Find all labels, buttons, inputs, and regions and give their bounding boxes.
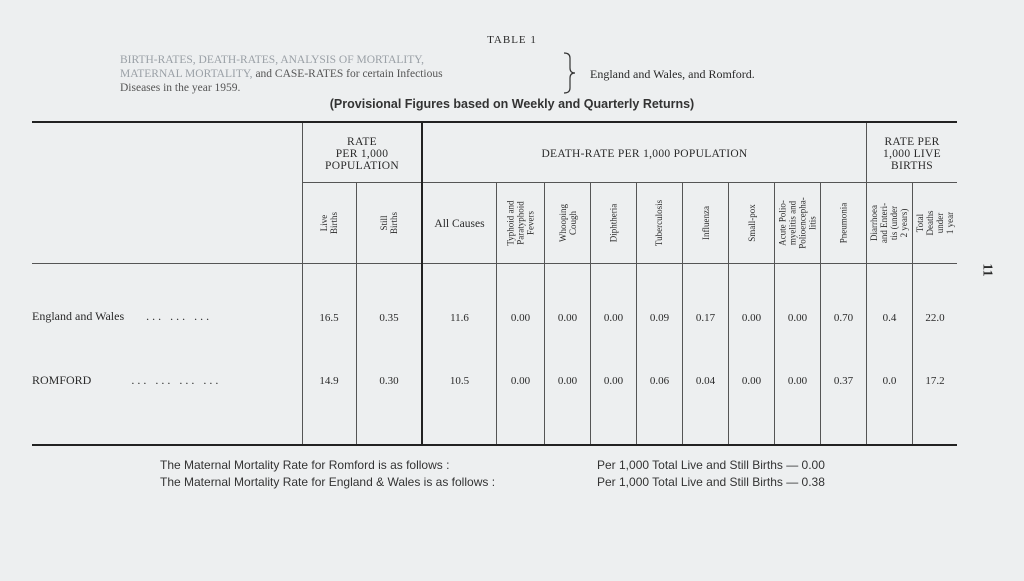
table-label: TABLE 1 — [487, 34, 537, 46]
table-cell: 11.6 — [450, 312, 469, 324]
col-header-tuberculosis — [637, 183, 682, 263]
col-header-influenza — [683, 183, 728, 263]
col-label: Influenza — [700, 206, 711, 240]
col-divider-thick — [421, 123, 423, 444]
footer-romford-label: The Maternal Mortality Rate for Romford is as follows : — [160, 458, 450, 472]
table-cell: 0.00 — [741, 312, 762, 324]
title-line-2a: MATERNAL MORTALITY, — [120, 68, 253, 80]
col-header-all-causes: All Causes — [434, 218, 485, 230]
table-cell: 22.0 — [925, 312, 945, 324]
footer-romford-value: Per 1,000 Total Live and Still Births — 0.00 — [597, 458, 825, 472]
col-label: Pneumonia — [838, 202, 849, 244]
table-top-rule — [32, 121, 957, 123]
table-cell: 0.70 — [833, 312, 854, 324]
col-label: Diarrhoea and Enteri- tis (under 2 years) — [869, 202, 910, 244]
col-label: Acute Polio- myelitis and Polioencepha- litis — [777, 197, 818, 249]
col-header-live-births — [302, 183, 356, 263]
table-cell: 0.00 — [603, 312, 624, 324]
page-number: 11 — [979, 263, 995, 277]
table-cell: 0.4 — [882, 312, 897, 324]
group-header-rate-population: RATE PER 1,000 POPULATION — [325, 136, 399, 172]
table-cell: 10.5 — [449, 375, 470, 387]
table-cell: 0.00 — [787, 312, 808, 324]
row-label-text: ROMFORD — [32, 373, 92, 387]
table-cell: 0.00 — [787, 375, 808, 387]
table-cell: 17.2 — [925, 375, 945, 387]
table-cell: 0.04 — [695, 375, 716, 387]
col-label: Typhoid and Paratyphoid Fevers — [505, 200, 536, 246]
col-label: Tuberculosis — [654, 199, 665, 247]
table-cell: 0.17 — [695, 312, 716, 324]
footer-ew-value: Per 1,000 Total Live and Still Births — 0.38 — [597, 475, 825, 489]
table-title — [120, 53, 443, 95]
col-label: Diphtheria — [608, 203, 619, 243]
table-cell: 0.00 — [741, 375, 762, 387]
col-header-polio — [775, 183, 820, 263]
col-label: Whooping Cough — [557, 204, 578, 242]
group-header-rate-births: RATE PER 1,000 LIVE BIRTHS — [883, 136, 941, 172]
footer-ew-label: The Maternal Mortality Rate for England & Wales is as follows : — [160, 475, 496, 489]
table-cell: 0.00 — [557, 375, 578, 387]
table-cell: 0.00 — [557, 312, 578, 324]
col-header-smallpox — [729, 183, 774, 263]
col-header-diphtheria — [591, 183, 636, 263]
row-label-england-wales — [32, 309, 212, 324]
col-header-diarrhoea — [867, 183, 912, 263]
col-label: Live Births — [318, 211, 339, 235]
table-cell: 0.00 — [510, 375, 531, 387]
table-bottom-rule — [32, 444, 957, 446]
table-cell: 0.00 — [510, 312, 531, 324]
table-cell: 16.5 — [319, 312, 339, 324]
table-cell: 0.00 — [603, 375, 624, 387]
table-cell: 0.37 — [833, 375, 854, 387]
title-line-3: Diseases in the year 1959. — [120, 82, 241, 94]
curly-brace-icon — [562, 52, 576, 94]
row-label-romford — [32, 373, 221, 388]
col-label: Still Births — [378, 211, 399, 235]
table-cell: 0.0 — [882, 375, 897, 387]
title-line-2b: and CASE-RATES for certain Infectious — [252, 68, 443, 80]
table-subtitle: (Provisional Figures based on Weekly and Quarterly Returns) — [329, 97, 695, 111]
table-cell: 0.09 — [649, 312, 670, 324]
table-cell: 0.35 — [379, 312, 399, 324]
table-cell: 0.06 — [649, 375, 670, 387]
table-cell: 0.30 — [379, 375, 399, 387]
row-label-text: England and Wales — [32, 309, 125, 323]
region-label: England and Wales, and Romford. — [590, 67, 755, 81]
col-label: Small-pox — [746, 204, 757, 242]
col-header-whooping-cough — [545, 183, 590, 263]
col-header-still-births — [357, 183, 421, 263]
group-header-death-rate: DEATH-RATE PER 1,000 POPULATION — [541, 148, 748, 160]
col-header-typhoid — [497, 183, 544, 263]
table-cell: 14.9 — [319, 375, 339, 387]
header-bottom-line — [32, 263, 957, 264]
col-label: Total Deaths under 1 year — [915, 210, 955, 236]
title-line-1: BIRTH-RATES, DEATH-RATES, ANALYSIS OF MORTALITY, — [120, 54, 424, 66]
row-leader-dots: ... ... ... — [146, 309, 213, 323]
col-header-pneumonia — [821, 183, 866, 263]
col-header-total-deaths — [913, 183, 957, 263]
row-leader-dots: ... ... ... ... — [131, 373, 222, 387]
